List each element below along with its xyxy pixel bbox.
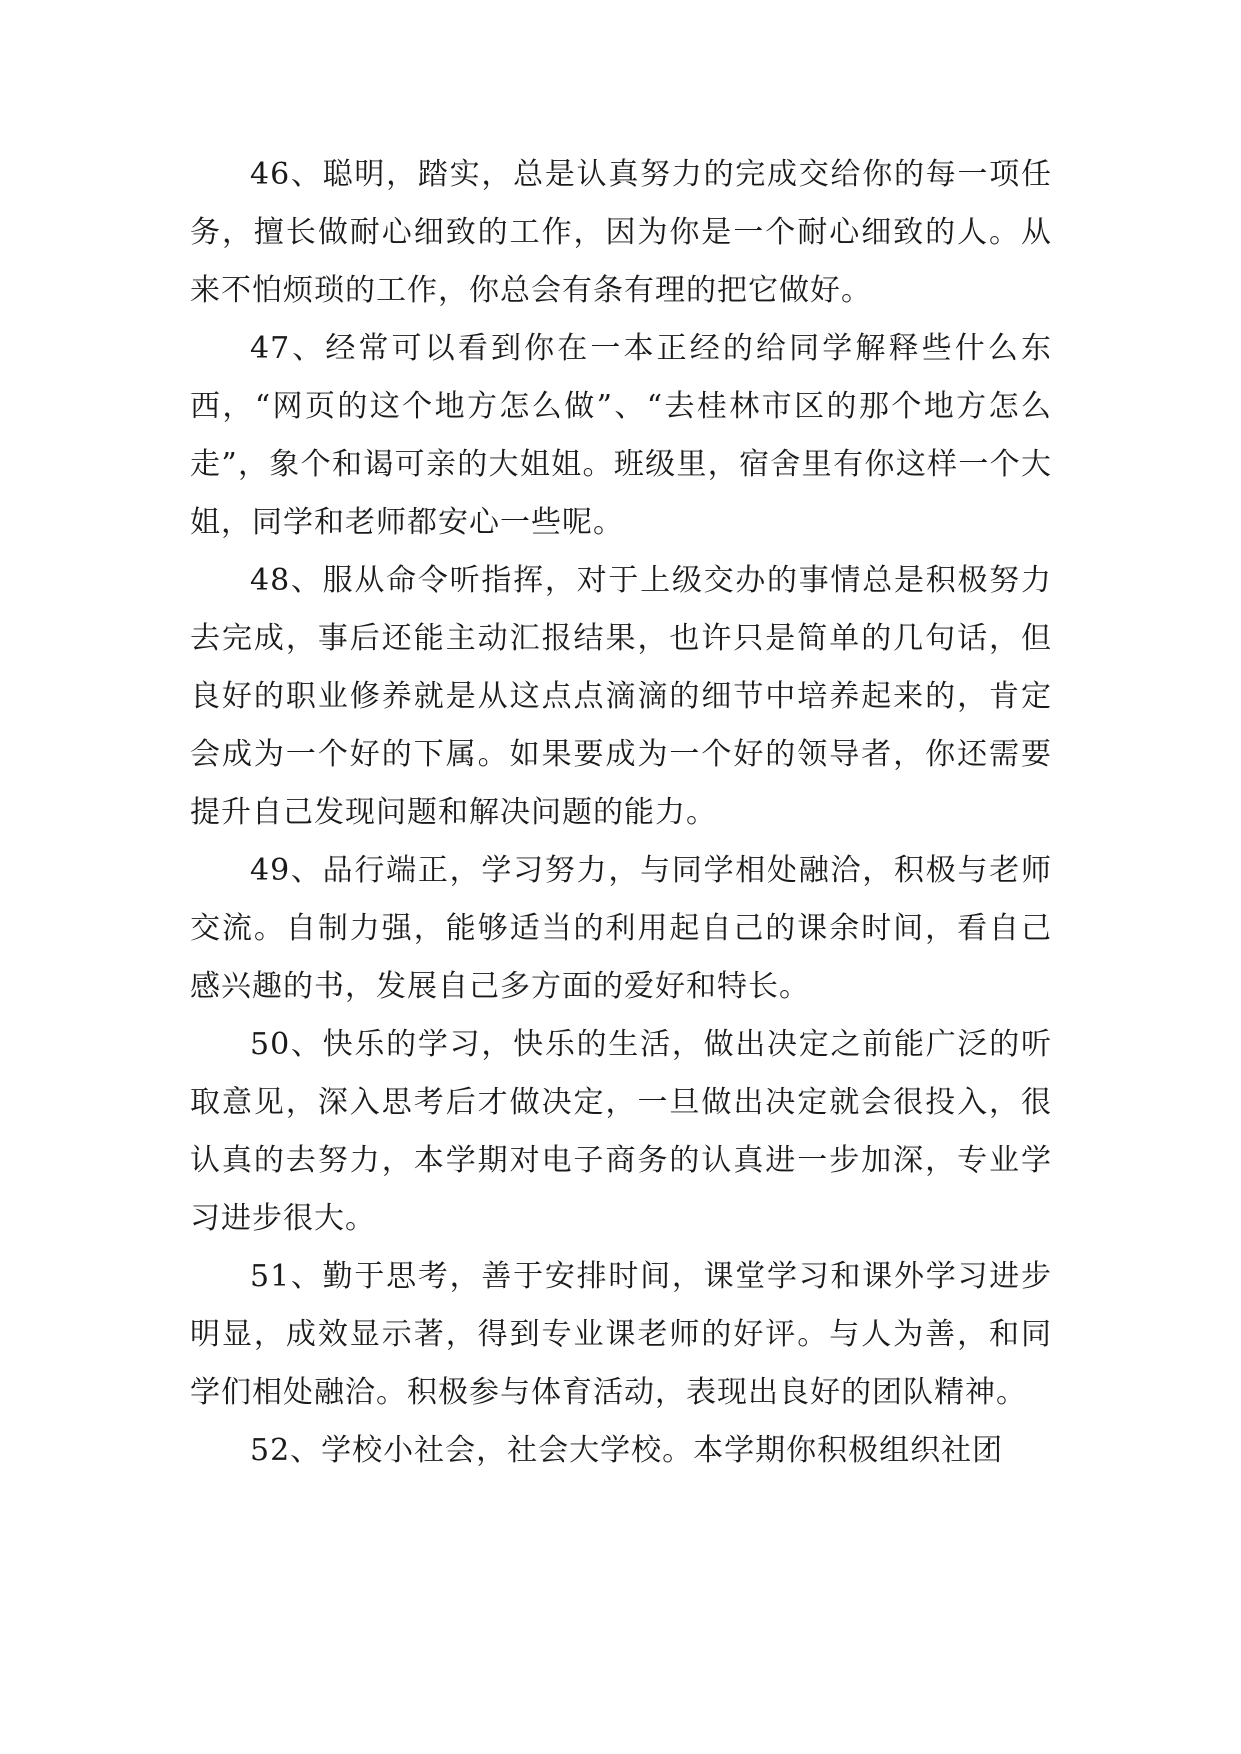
paragraph-47: 47、经常可以看到你在一本正经的给同学解释些什么东西，“网页的这个地方怎么做”、“去桂林市区的那个地方怎么走”，象个和谒可亲的大姐姐。班级里，宿舍里有你这样一个大姐，同学和老师都安心一些呢。 — [190, 331, 1052, 540]
paragraph-46: 46、聪明，踏实，总是认真努力的完成交给你的每一项任务，擅长做耐心细致的工作，因为你是一个耐心细致的人。从来不怕烦琐的工作，你总会有条有理的把它做好。 — [190, 157, 1052, 308]
document-page — [190, 146, 1052, 1480]
paragraph-52: 52、学校小社会，社会大学校。本学期你积极组织社团 — [250, 1433, 1004, 1468]
paragraph-51: 51、勤于思考，善于安排时间，课堂学习和课外学习进步明显，成效显示著，得到专业课老师的好评。与人为善，和同学们相处融洽。积极参与体育活动，表现出良好的团队精神。 — [190, 1259, 1052, 1410]
paragraph-48: 48、服从命令听指挥，对于上级交办的事情总是积极努力去完成，事后还能主动汇报结果，也许只是简单的几句话，但良好的职业修养就是从这点点滴滴的细节中培养起来的，肯定会成为一个好的下属。如果要成为一个好的领导者，你还需要提升自己发现问题和解决问题的能力。 — [190, 563, 1052, 830]
paragraph-49: 49、品行端正，学习努力，与同学相处融洽，积极与老师交流。自制力强，能够适当的利用起自己的课余时间，看自己感兴趣的书，发展自己多方面的爱好和特长。 — [190, 853, 1052, 1004]
paragraph-50: 50、快乐的学习，快乐的生活，做出决定之前能广泛的听取意见，深入思考后才做决定，一旦做出决定就会很投入，很认真的去努力，本学期对电子商务的认真进一步加深，专业学习进步很大。 — [190, 1027, 1052, 1236]
